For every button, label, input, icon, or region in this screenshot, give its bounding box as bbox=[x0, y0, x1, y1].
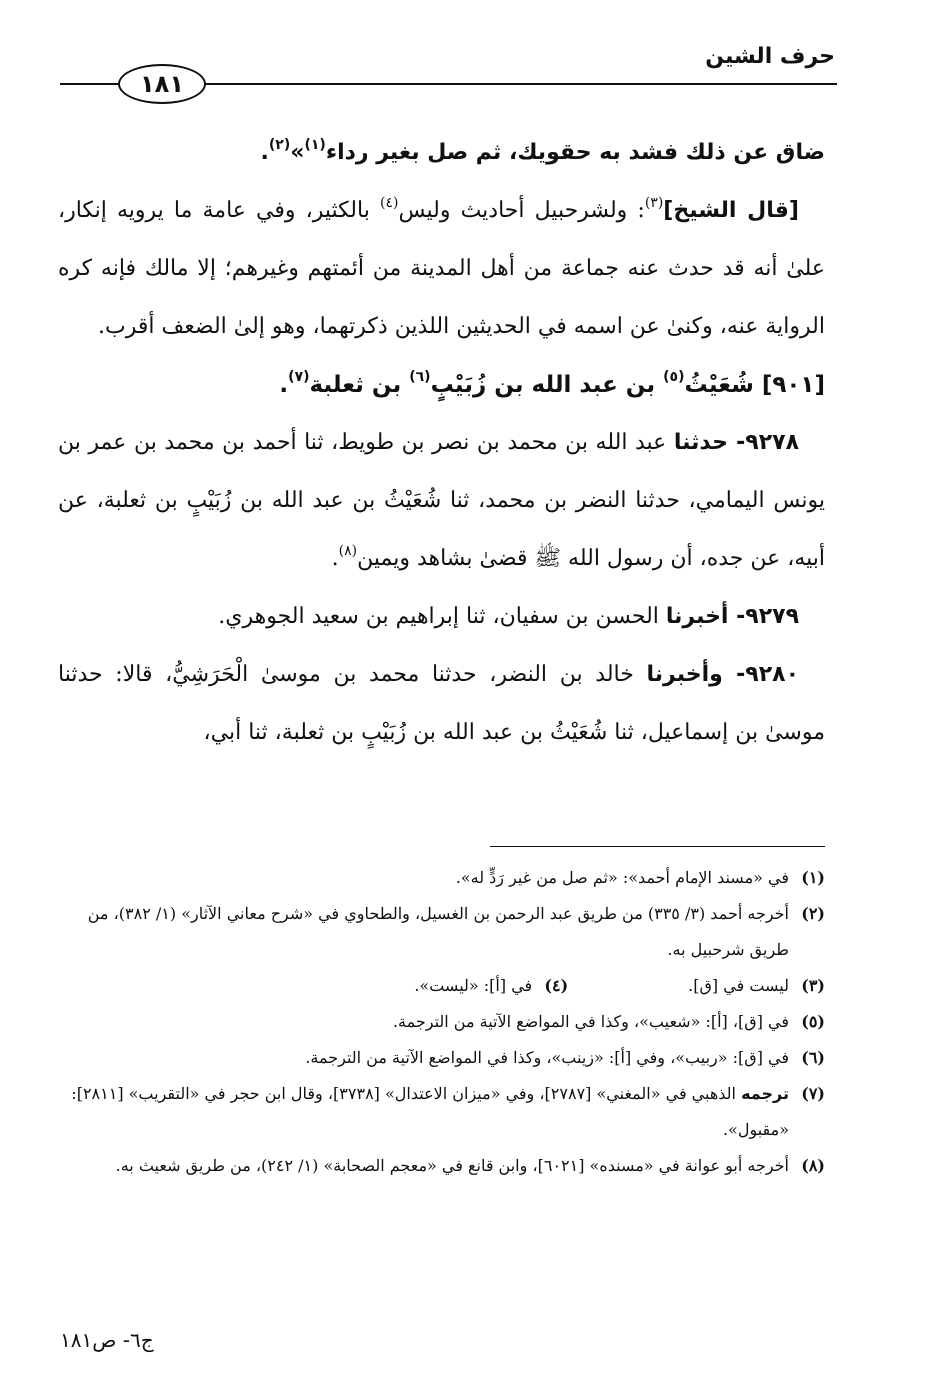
text-run: . bbox=[260, 140, 269, 165]
text-run: ضاق عن ذلك فشد به حقويك، ثم صل بغير رداء bbox=[325, 140, 825, 165]
hadith-keyword: حدثنا bbox=[673, 430, 728, 455]
text-run: [٩٠١] شُعَيْثُ bbox=[684, 372, 825, 398]
main-text bbox=[58, 124, 825, 762]
footnote-separator bbox=[490, 846, 825, 847]
footnote-text: في [أ]: «ليست». bbox=[414, 976, 533, 995]
footnote-7 bbox=[58, 1076, 825, 1148]
footnote-row-3-4 bbox=[58, 968, 825, 1004]
footnote-text: في [ق]: «ربيب»، وفي [أ]: «زينب»، وكذا في المواضع الآتية من الترجمة. bbox=[305, 1048, 789, 1067]
footnote-ref-5[interactable]: (٥) bbox=[663, 369, 685, 386]
hadith-text: خالد بن النضر، حدثنا محمد بن موسىٰ الْحَرَشِيُّ، قالا: حدثنا موسىٰ بن إسماعيل، ثنا شُعَيْثُ بن عبد الله بن زُبَيْبٍ بن ثعلبة، ثنا أبي، bbox=[58, 662, 825, 745]
hadith-9280 bbox=[58, 646, 825, 762]
hadith-9278 bbox=[58, 414, 825, 588]
text-run: . bbox=[331, 546, 339, 571]
footnote-number: (٨) bbox=[801, 1156, 825, 1175]
footnote-keyword: ترجمه bbox=[741, 1084, 789, 1103]
footnote-text: أخرجه أحمد (٣/ ٣٣٥) من طريق عبد الرحمن بن الغسيل، والطحاوي في «شرح معاني الآثار» (١/ ٣٨٢)، من طريق شرحبيل به. bbox=[87, 904, 789, 959]
hadith-number: ٩٢٨٠- bbox=[722, 662, 799, 687]
paragraph-hadith-end bbox=[58, 124, 825, 182]
footnote-ref-1[interactable]: (١) bbox=[304, 136, 326, 153]
footnote-number: (٢) bbox=[801, 904, 825, 923]
hadith-number: ٩٢٧٨- bbox=[727, 430, 799, 455]
entry-heading bbox=[58, 356, 825, 414]
footnote-3 bbox=[688, 968, 825, 1004]
hadith-9279 bbox=[58, 588, 825, 646]
footnote-text: الذهبي في «المغني» [٢٧٨٧]، وفي «ميزان الاعتدال» [٣٧٣٨]، وقال ابن حجر في «التقريب» [٢٨١١]: «مقبول». bbox=[71, 1084, 789, 1139]
sheikh-label: [قال الشيخ] bbox=[663, 198, 799, 223]
footnote-ref-7[interactable]: (٧) bbox=[288, 369, 310, 386]
footnote-6 bbox=[58, 1040, 825, 1076]
paragraph-sheikh-comment bbox=[58, 182, 825, 356]
footnote-ref-3[interactable]: (٣) bbox=[644, 194, 664, 211]
footnote-number: (٤) bbox=[544, 976, 569, 995]
footnote-5 bbox=[58, 1004, 825, 1040]
footnote-text: أخرجه أبو عوانة في «مسنده» [٦٠٢١]، وابن قانع في «معجم الصحابة» (١/ ٢٤٢)، من طريق شعيث به. bbox=[115, 1156, 789, 1175]
footnote-number: (٦) bbox=[801, 1048, 825, 1067]
text-run: بن عبد الله بن زُبَيْبٍ bbox=[430, 372, 664, 398]
footnotes bbox=[58, 860, 825, 1184]
footnote-ref-6[interactable]: (٦) bbox=[409, 369, 431, 386]
chapter-title: حرف الشين bbox=[705, 44, 835, 69]
footnote-number: (٥) bbox=[801, 1012, 825, 1031]
page-number-badge: ١٨١ bbox=[118, 64, 206, 104]
footnote-number: (٣) bbox=[801, 976, 825, 995]
footnote-text: في [ق]، [أ]: «شعيب»، وكذا في المواضع الآتية من الترجمة. bbox=[392, 1012, 789, 1031]
hadith-number: ٩٢٧٩- bbox=[728, 604, 799, 629]
hadith-keyword: أخبرنا bbox=[665, 604, 729, 629]
footnote-ref-2[interactable]: (٢) bbox=[268, 136, 291, 153]
footnote-ref-8[interactable]: (٨) bbox=[338, 542, 358, 559]
footnote-number: (٧) bbox=[801, 1084, 825, 1103]
hadith-text: عبد الله بن محمد بن نصر بن طويط، ثنا أحمد بن محمد بن عمر بن يونس اليمامي، حدثنا النضر بن محمد، ثنا شُعَيْثُ بن عبد الله بن زُبَيْبٍ بن ثعلبة، عن أبيه، عن جده، أن رسول الله ﷺ قضىٰ بشاهد ويمين bbox=[58, 430, 825, 571]
footnote-ref-4[interactable]: (٤) bbox=[379, 194, 399, 211]
volume-page-reference: ج٦- ص١٨١ bbox=[60, 1328, 154, 1352]
text-run: » bbox=[290, 140, 305, 165]
text-run: : ولشرحبيل أحاديث وليس bbox=[398, 198, 645, 223]
footnote-2 bbox=[58, 896, 825, 968]
hadith-text: الحسن بن سفيان، ثنا إبراهيم بن سعيد الجوهري. bbox=[218, 604, 666, 629]
text-run: بالكثير، وفي عامة ما يرويه إنكار، علىٰ أنه قد حدث عنه جماعة من أهل المدينة من أئمتهم وغيرهم؛ إلا مالك فإنه كره الرواية عنه، وكنىٰ عن اسمه في الحديثين اللذين ذكرتهما، وهو إلىٰ الضعف أقرب. bbox=[58, 198, 825, 339]
text-run: . bbox=[279, 372, 289, 398]
footnote-text: في «مسند الإمام أحمد»: «ثم صل من غير رَدٍّ له». bbox=[455, 868, 789, 887]
footnote-1 bbox=[58, 860, 825, 896]
footnote-8 bbox=[58, 1148, 825, 1184]
footnote-number: (١) bbox=[801, 868, 825, 887]
footnote-4 bbox=[414, 968, 568, 1004]
footnote-text: ليست في [ق]. bbox=[688, 976, 789, 995]
text-run: بن ثعلبة bbox=[309, 372, 410, 398]
hadith-keyword: وأخبرنا bbox=[646, 662, 723, 687]
